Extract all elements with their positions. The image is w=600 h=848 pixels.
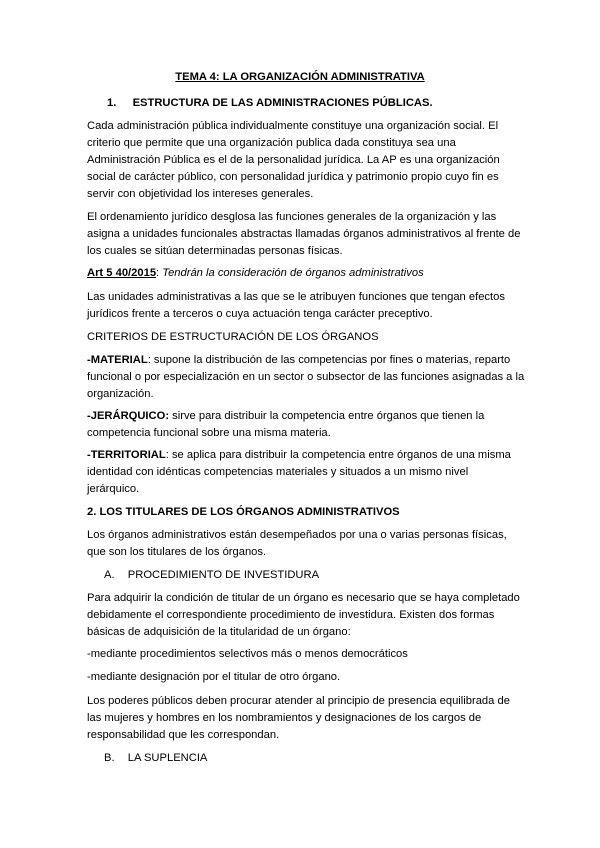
- paragraph-6-line: las mujeres y hombres en los nombramientos y designaciones de los cargos de: [87, 712, 482, 724]
- section-1-heading: [107, 96, 433, 110]
- paragraph-2-line: El ordenamiento jurídico desglosa las funciones generales de la organización y las: [87, 211, 497, 223]
- criterio-jerarquico: [87, 409, 484, 423]
- paragraph-2-line: los cuales se sitúan determinadas personas físicas.: [87, 245, 343, 257]
- subsection-a-heading: [104, 568, 319, 582]
- criterio-material-line: organización.: [87, 388, 154, 400]
- criterio-territorial: [87, 448, 511, 462]
- subsection-b-letter: B.: [104, 752, 115, 764]
- territorial-text: : se aplica para distribuir la competencia entre órganos de una misma: [165, 449, 511, 461]
- paragraph-1-line: criterio que permite que una organización publica dada constituya sea una: [87, 137, 456, 149]
- criterio-jerarquico-line: competencia funcional sobre una misma materia.: [87, 427, 331, 439]
- jerarquico-text: sirve para distribuir la competencia entre órganos que tienen la: [169, 410, 485, 422]
- paragraph-1-line: Cada administración pública individualmente constituye una organización social. El: [87, 120, 499, 132]
- subsection-a-title: PROCEDIMIENTO DE INVESTIDURA: [127, 569, 320, 581]
- paragraph-1-line: Administración Pública es el de la personalidad jurídica. La AP es una organización: [87, 154, 500, 166]
- paragraph-4-line: Los órganos administrativos están desempeñados por una o varias personas físicas,: [87, 529, 507, 541]
- bullet-item: -mediante designación por el titular de otro órgano.: [87, 671, 341, 683]
- paragraph-4-line: que son los titulares de los órganos.: [87, 546, 267, 558]
- territorial-label: -TERRITORIAL: [87, 449, 166, 461]
- criterio-material: [87, 353, 510, 367]
- paragraph-2-line: asigna a unidades funcionales abstractas llamadas órganos administrativos al frente de: [87, 228, 521, 240]
- article-reference: [87, 266, 424, 280]
- section-1-number: 1.: [107, 97, 117, 109]
- paragraph-3-line: jurídicos frente a terceros o cuya actuación tenga carácter preceptivo.: [87, 308, 433, 320]
- paragraph-5-line: básicas de adquisición de la titularidad de un órgano:: [87, 626, 351, 638]
- subsection-b-title: LA SUPLENCIA: [127, 752, 208, 764]
- paragraph-1-line: servir con objetividad los intereses generales.: [87, 188, 314, 200]
- article-ref: Art 5 40/2015: [87, 267, 157, 279]
- article-text: Tendrán la consideración de órganos administrativos: [162, 267, 424, 279]
- paragraph-6-line: responsabilidad que les correspondan.: [87, 729, 280, 741]
- jerarquico-label: -JERÁRQUICO:: [87, 410, 170, 422]
- document-title: TEMA 4: LA ORGANIZACIÓN ADMINISTRATIVA: [175, 71, 425, 83]
- paragraph-5-line: Para adquirir la condición de titular de un órgano es necesario que se haya completado: [87, 592, 520, 604]
- bullet-item: -mediante procedimientos selectivos más o menos democráticos: [87, 648, 408, 660]
- paragraph-1-line: social de carácter público, con personalidad jurídica y patrimonio propio cuyo fin es: [87, 171, 499, 183]
- criterio-territorial-line: identidad con idénticas competencias materiales y situados a un mismo nivel: [87, 466, 469, 478]
- subsection-b-heading: [104, 751, 207, 765]
- criterio-territorial-line: jerárquico.: [87, 483, 140, 495]
- section-2-heading: 2. LOS TITULARES DE LOS ÓRGANOS ADMINISTRATIVOS: [87, 506, 400, 518]
- paragraph-5-line: debidamente el correspondiente procedimiento de investidura. Existen dos formas: [87, 609, 495, 621]
- criterio-material-line: funcional o por especialización en un sector o subsector de las funciones asignadas a la: [87, 371, 525, 383]
- subsection-a-letter: A.: [104, 569, 115, 581]
- criterios-heading: CRITERIOS DE ESTRUCTURACIÓN DE LOS ÓRGANOS: [87, 331, 379, 343]
- material-label: -MATERIAL: [87, 354, 148, 366]
- paragraph-3-line: Las unidades administrativas a las que se le atribuyen funciones que tengan efectos: [87, 291, 505, 303]
- article-sep: :: [156, 267, 160, 279]
- section-1-title: ESTRUCTURA DE LAS ADMINISTRACIONES PÚBLICAS.: [132, 97, 433, 109]
- material-text: : supone la distribución de las competencias por fines o materias, reparto: [147, 354, 511, 366]
- paragraph-6-line: Los poderes públicos deben procurar atender al principio de presencia equilibrada de: [87, 695, 510, 707]
